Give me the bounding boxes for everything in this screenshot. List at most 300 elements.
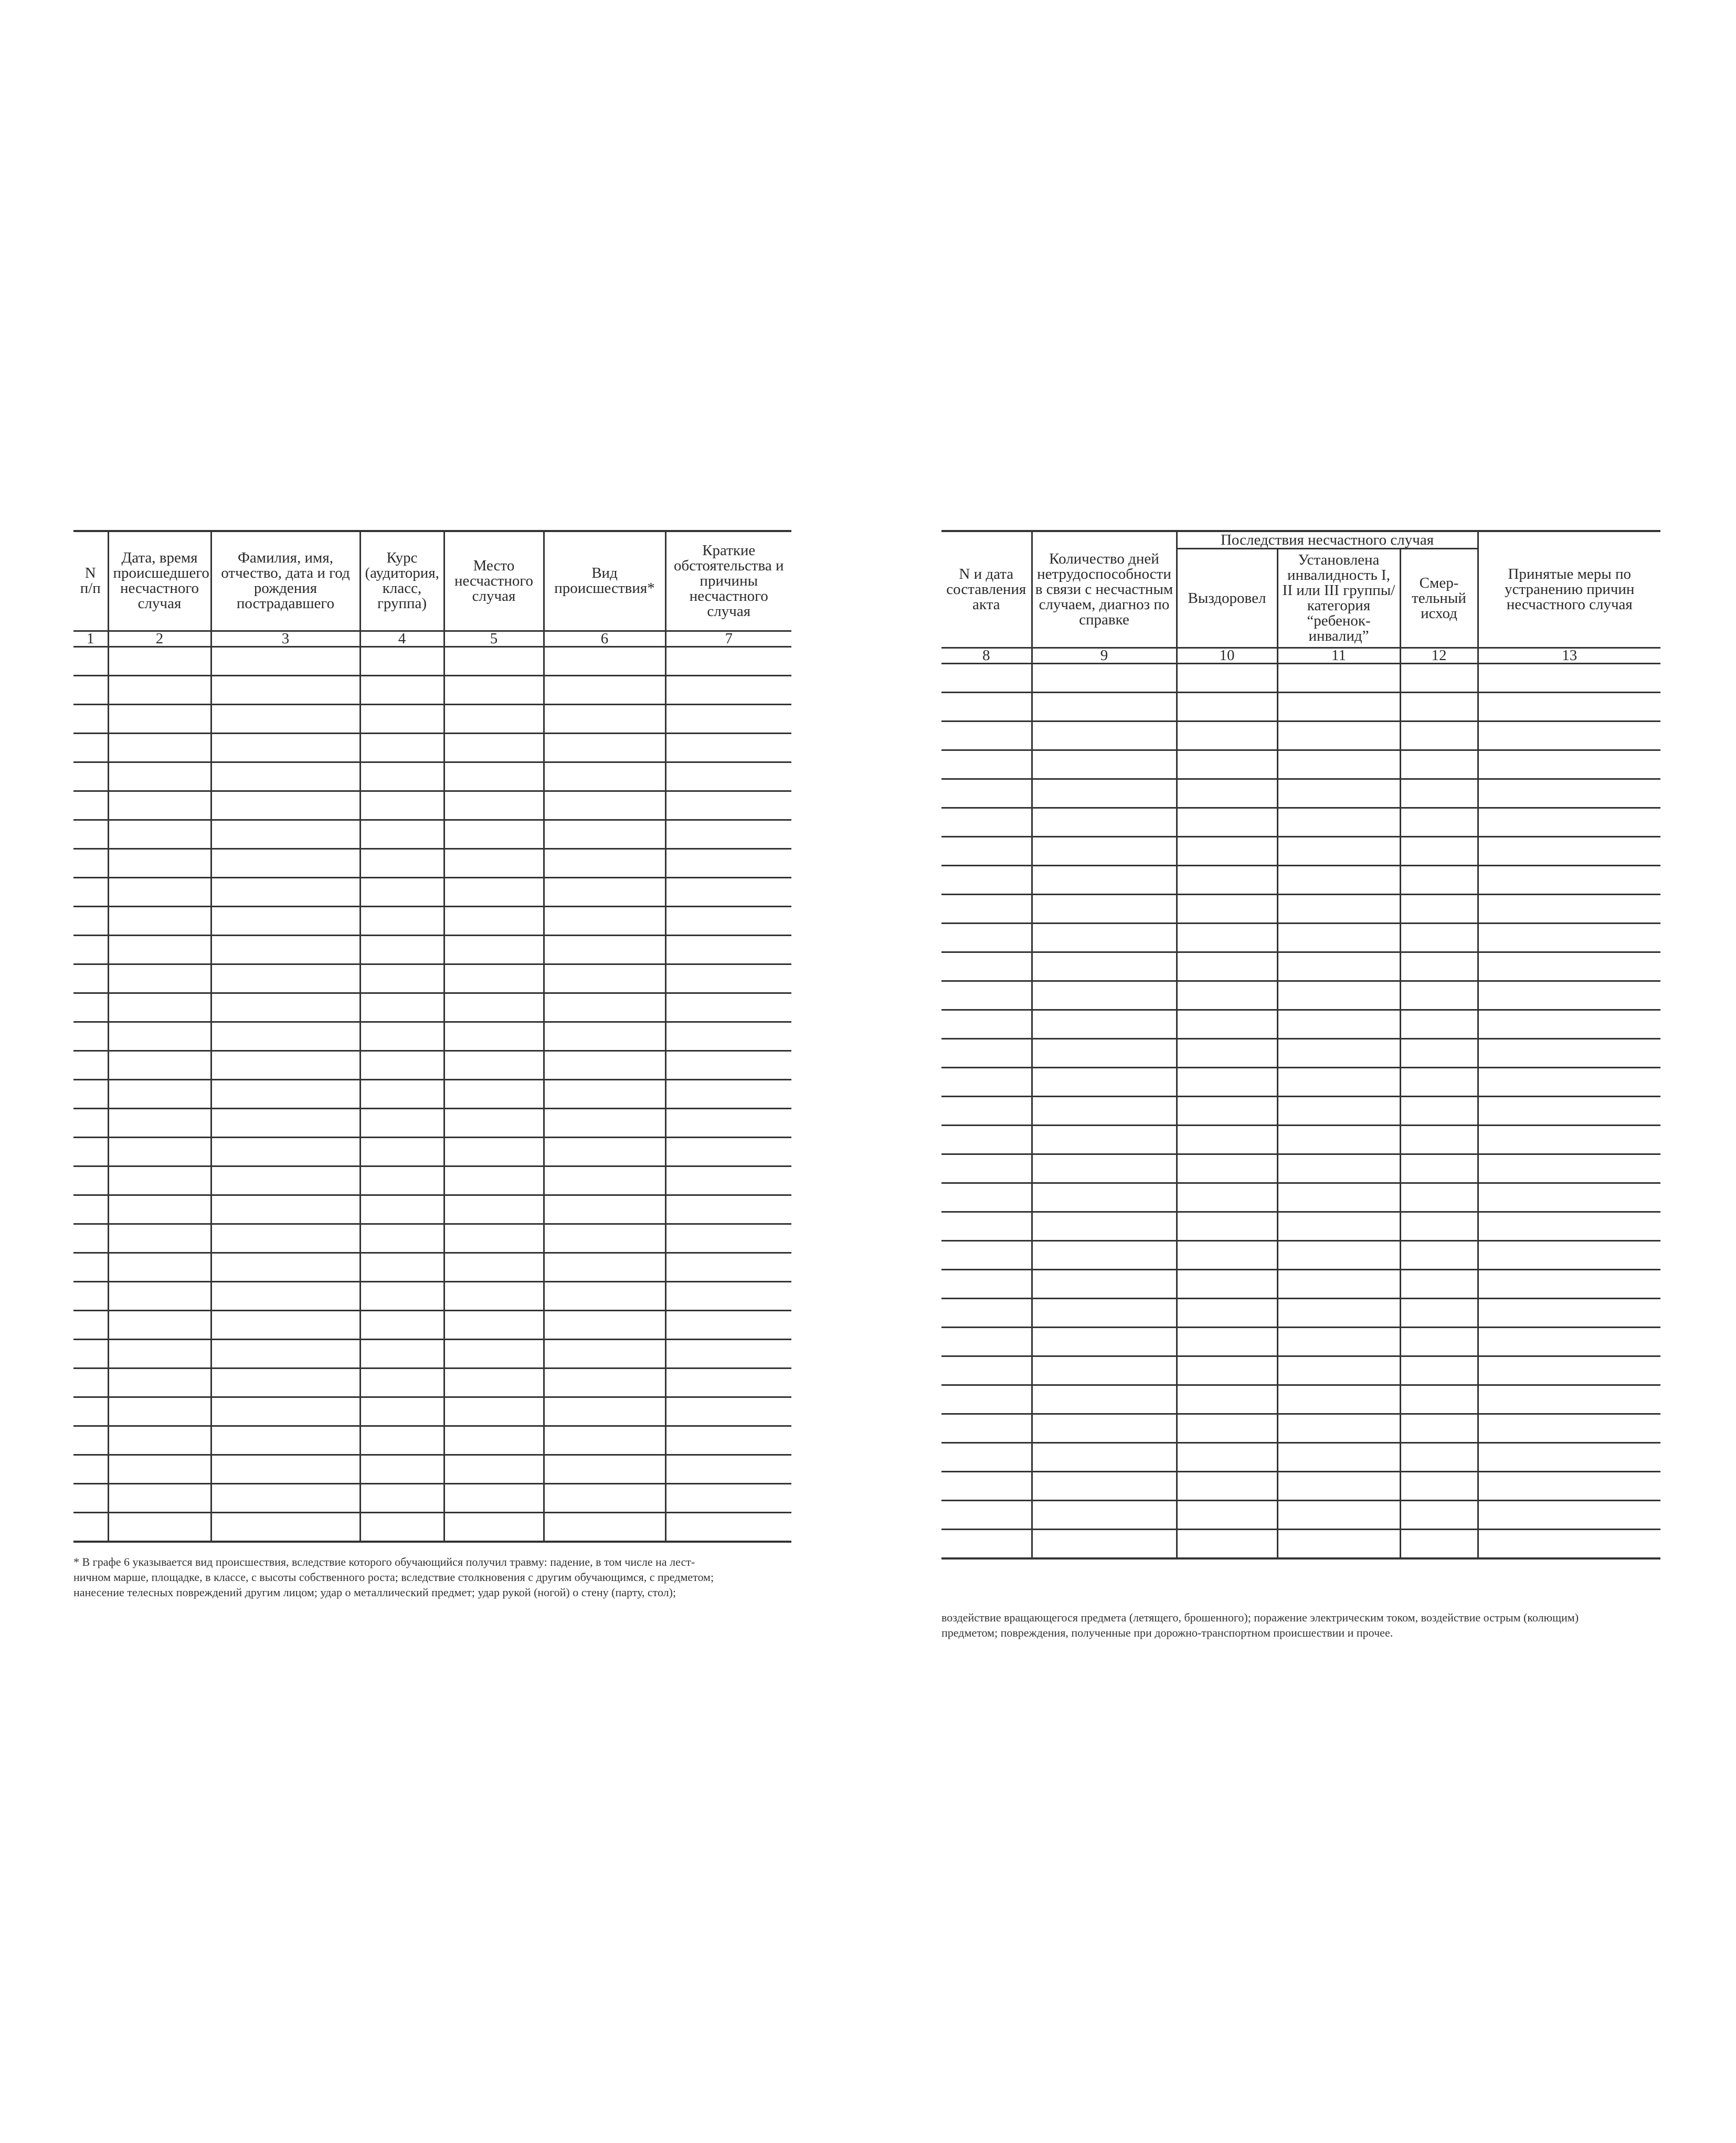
table-cell[interactable] — [73, 1224, 108, 1253]
table-cell[interactable] — [941, 1443, 1032, 1472]
table-cell[interactable] — [1400, 1241, 1478, 1270]
table-cell[interactable] — [73, 964, 108, 993]
table-cell[interactable] — [360, 1339, 444, 1368]
table-cell[interactable] — [1478, 952, 1660, 981]
table-cell[interactable] — [108, 993, 211, 1022]
table-cell[interactable] — [544, 1310, 665, 1339]
table-cell[interactable] — [1478, 1299, 1660, 1328]
table-cell[interactable] — [444, 1455, 544, 1483]
table-cell[interactable] — [1177, 808, 1277, 837]
table-cell[interactable] — [1277, 895, 1400, 924]
table-cell[interactable] — [73, 675, 108, 704]
table-cell[interactable] — [444, 1022, 544, 1051]
table-cell[interactable] — [941, 1183, 1032, 1212]
table-cell[interactable] — [1032, 1183, 1177, 1212]
table-cell[interactable] — [444, 1426, 544, 1455]
table-cell[interactable] — [1177, 952, 1277, 981]
table-cell[interactable] — [544, 675, 665, 704]
table-cell[interactable] — [1032, 722, 1177, 750]
table-cell[interactable] — [211, 1051, 360, 1079]
table-cell[interactable] — [1478, 750, 1660, 779]
table-cell[interactable] — [1478, 1385, 1660, 1414]
table-cell[interactable] — [665, 675, 791, 704]
table-cell[interactable] — [360, 1079, 444, 1108]
table-cell[interactable] — [1177, 1328, 1277, 1356]
table-cell[interactable] — [108, 704, 211, 733]
table-cell[interactable] — [941, 1385, 1032, 1414]
table-cell[interactable] — [211, 1426, 360, 1455]
table-cell[interactable] — [1400, 1443, 1478, 1472]
table-cell[interactable] — [360, 1195, 444, 1224]
table-cell[interactable] — [665, 791, 791, 820]
table-cell[interactable] — [108, 1195, 211, 1224]
table-cell[interactable] — [1032, 1414, 1177, 1443]
table-cell[interactable] — [108, 1483, 211, 1512]
table-cell[interactable] — [1277, 722, 1400, 750]
table-cell[interactable] — [1400, 750, 1478, 779]
table-cell[interactable] — [444, 675, 544, 704]
table-cell[interactable] — [544, 1108, 665, 1137]
table-cell[interactable] — [941, 1472, 1032, 1501]
table-cell[interactable] — [1177, 722, 1277, 750]
table-cell[interactable] — [1400, 1530, 1478, 1559]
table-cell[interactable] — [941, 1328, 1032, 1356]
table-cell[interactable] — [108, 1108, 211, 1137]
table-cell[interactable] — [444, 1224, 544, 1253]
table-cell[interactable] — [1177, 664, 1277, 693]
table-cell[interactable] — [1400, 664, 1478, 693]
table-cell[interactable] — [1478, 1241, 1660, 1270]
table-cell[interactable] — [665, 993, 791, 1022]
table-cell[interactable] — [73, 935, 108, 964]
table-cell[interactable] — [444, 1339, 544, 1368]
table-cell[interactable] — [211, 1108, 360, 1137]
table-cell[interactable] — [1032, 1385, 1177, 1414]
table-cell[interactable] — [444, 733, 544, 762]
table-cell[interactable] — [360, 762, 444, 791]
table-cell[interactable] — [1032, 664, 1177, 693]
table-cell[interactable] — [1277, 866, 1400, 895]
table-cell[interactable] — [665, 935, 791, 964]
table-cell[interactable] — [360, 1108, 444, 1137]
table-cell[interactable] — [1400, 1472, 1478, 1501]
table-cell[interactable] — [544, 1455, 665, 1483]
table-cell[interactable] — [108, 1224, 211, 1253]
table-cell[interactable] — [108, 762, 211, 791]
table-cell[interactable] — [1478, 1530, 1660, 1559]
table-cell[interactable] — [1400, 1154, 1478, 1183]
table-cell[interactable] — [444, 1166, 544, 1195]
table-cell[interactable] — [73, 1368, 108, 1397]
table-cell[interactable] — [1177, 1212, 1277, 1241]
table-cell[interactable] — [1277, 1126, 1400, 1154]
table-cell[interactable] — [444, 820, 544, 848]
table-cell[interactable] — [211, 935, 360, 964]
table-cell[interactable] — [1177, 1068, 1277, 1097]
table-cell[interactable] — [1277, 1010, 1400, 1039]
table-cell[interactable] — [1478, 924, 1660, 952]
table-cell[interactable] — [1032, 693, 1177, 722]
table-cell[interactable] — [1400, 1183, 1478, 1212]
table-cell[interactable] — [360, 1224, 444, 1253]
table-cell[interactable] — [73, 993, 108, 1022]
table-cell[interactable] — [211, 877, 360, 906]
table-cell[interactable] — [544, 1022, 665, 1051]
table-cell[interactable] — [1032, 952, 1177, 981]
table-cell[interactable] — [1277, 1385, 1400, 1414]
table-cell[interactable] — [1277, 1154, 1400, 1183]
table-cell[interactable] — [544, 1397, 665, 1426]
table-cell[interactable] — [211, 1281, 360, 1310]
table-cell[interactable] — [665, 762, 791, 791]
table-cell[interactable] — [544, 704, 665, 733]
table-cell[interactable] — [360, 935, 444, 964]
table-cell[interactable] — [941, 1501, 1032, 1530]
table-cell[interactable] — [444, 993, 544, 1022]
table-cell[interactable] — [544, 1051, 665, 1079]
table-cell[interactable] — [1478, 1010, 1660, 1039]
table-cell[interactable] — [665, 848, 791, 877]
table-cell[interactable] — [1177, 750, 1277, 779]
table-cell[interactable] — [444, 762, 544, 791]
table-cell[interactable] — [665, 1224, 791, 1253]
table-cell[interactable] — [108, 1368, 211, 1397]
table-cell[interactable] — [1277, 1068, 1400, 1097]
table-cell[interactable] — [941, 924, 1032, 952]
table-cell[interactable] — [665, 1022, 791, 1051]
table-cell[interactable] — [211, 1483, 360, 1512]
table-cell[interactable] — [73, 1108, 108, 1137]
table-cell[interactable] — [73, 1022, 108, 1051]
table-cell[interactable] — [941, 866, 1032, 895]
table-cell[interactable] — [1177, 837, 1277, 866]
table-cell[interactable] — [941, 837, 1032, 866]
table-cell[interactable] — [544, 762, 665, 791]
table-cell[interactable] — [211, 906, 360, 935]
table-cell[interactable] — [665, 1137, 791, 1166]
table-cell[interactable] — [1478, 1097, 1660, 1126]
table-cell[interactable] — [1478, 1414, 1660, 1443]
table-cell[interactable] — [1032, 1299, 1177, 1328]
table-cell[interactable] — [1277, 1443, 1400, 1472]
table-cell[interactable] — [665, 1397, 791, 1426]
table-cell[interactable] — [360, 1368, 444, 1397]
table-cell[interactable] — [444, 1108, 544, 1137]
table-cell[interactable] — [360, 1137, 444, 1166]
table-cell[interactable] — [108, 906, 211, 935]
table-cell[interactable] — [1032, 1068, 1177, 1097]
table-cell[interactable] — [73, 646, 108, 675]
table-cell[interactable] — [211, 646, 360, 675]
table-cell[interactable] — [665, 1512, 791, 1542]
table-cell[interactable] — [665, 1079, 791, 1108]
table-cell[interactable] — [1400, 1039, 1478, 1068]
table-cell[interactable] — [444, 1512, 544, 1542]
table-cell[interactable] — [1177, 779, 1277, 808]
table-cell[interactable] — [444, 1079, 544, 1108]
table-cell[interactable] — [73, 1455, 108, 1483]
table-cell[interactable] — [444, 1195, 544, 1224]
table-cell[interactable] — [444, 1397, 544, 1426]
table-cell[interactable] — [1478, 1068, 1660, 1097]
table-cell[interactable] — [665, 1195, 791, 1224]
table-cell[interactable] — [211, 1137, 360, 1166]
table-cell[interactable] — [1032, 1212, 1177, 1241]
table-cell[interactable] — [108, 1022, 211, 1051]
table-cell[interactable] — [1400, 895, 1478, 924]
table-cell[interactable] — [941, 1126, 1032, 1154]
table-cell[interactable] — [1478, 866, 1660, 895]
table-cell[interactable] — [1400, 1385, 1478, 1414]
table-cell[interactable] — [108, 1051, 211, 1079]
table-cell[interactable] — [1478, 779, 1660, 808]
table-cell[interactable] — [544, 820, 665, 848]
table-cell[interactable] — [444, 1281, 544, 1310]
table-cell[interactable] — [108, 935, 211, 964]
table-cell[interactable] — [1032, 866, 1177, 895]
table-cell[interactable] — [108, 1310, 211, 1339]
table-cell[interactable] — [1400, 1010, 1478, 1039]
table-cell[interactable] — [1478, 895, 1660, 924]
table-cell[interactable] — [941, 1039, 1032, 1068]
table-cell[interactable] — [1478, 1126, 1660, 1154]
table-cell[interactable] — [941, 952, 1032, 981]
table-cell[interactable] — [211, 675, 360, 704]
table-cell[interactable] — [73, 1253, 108, 1281]
table-cell[interactable] — [1177, 1443, 1277, 1472]
table-cell[interactable] — [544, 1339, 665, 1368]
table-cell[interactable] — [73, 848, 108, 877]
table-cell[interactable] — [544, 1166, 665, 1195]
table-cell[interactable] — [1177, 924, 1277, 952]
table-cell[interactable] — [1400, 1126, 1478, 1154]
table-cell[interactable] — [1400, 952, 1478, 981]
table-cell[interactable] — [211, 791, 360, 820]
table-cell[interactable] — [1277, 1097, 1400, 1126]
table-cell[interactable] — [444, 704, 544, 733]
table-cell[interactable] — [73, 762, 108, 791]
table-cell[interactable] — [1400, 1068, 1478, 1097]
table-cell[interactable] — [1478, 1039, 1660, 1068]
table-cell[interactable] — [1277, 1501, 1400, 1530]
table-cell[interactable] — [360, 704, 444, 733]
table-cell[interactable] — [73, 1339, 108, 1368]
table-cell[interactable] — [1400, 779, 1478, 808]
table-cell[interactable] — [360, 877, 444, 906]
table-cell[interactable] — [544, 1281, 665, 1310]
table-cell[interactable] — [1400, 1356, 1478, 1385]
table-cell[interactable] — [1400, 1414, 1478, 1443]
table-cell[interactable] — [1277, 1183, 1400, 1212]
table-cell[interactable] — [211, 1253, 360, 1281]
table-cell[interactable] — [1478, 1472, 1660, 1501]
table-cell[interactable] — [665, 1368, 791, 1397]
table-cell[interactable] — [444, 964, 544, 993]
table-cell[interactable] — [360, 1253, 444, 1281]
table-cell[interactable] — [1400, 1328, 1478, 1356]
table-cell[interactable] — [1177, 1299, 1277, 1328]
table-cell[interactable] — [444, 646, 544, 675]
table-cell[interactable] — [665, 1455, 791, 1483]
table-cell[interactable] — [211, 1224, 360, 1253]
table-cell[interactable] — [444, 935, 544, 964]
table-cell[interactable] — [1400, 1299, 1478, 1328]
table-cell[interactable] — [941, 1068, 1032, 1097]
table-cell[interactable] — [1400, 981, 1478, 1010]
table-cell[interactable] — [1277, 808, 1400, 837]
table-cell[interactable] — [211, 1397, 360, 1426]
table-cell[interactable] — [1032, 1154, 1177, 1183]
table-cell[interactable] — [108, 1512, 211, 1542]
table-cell[interactable] — [1177, 1154, 1277, 1183]
table-cell[interactable] — [108, 646, 211, 675]
table-cell[interactable] — [1400, 1501, 1478, 1530]
table-cell[interactable] — [73, 877, 108, 906]
table-cell[interactable] — [665, 733, 791, 762]
table-cell[interactable] — [1277, 952, 1400, 981]
table-cell[interactable] — [1032, 750, 1177, 779]
table-cell[interactable] — [544, 906, 665, 935]
table-cell[interactable] — [211, 993, 360, 1022]
table-cell[interactable] — [1478, 1356, 1660, 1385]
table-cell[interactable] — [1032, 1126, 1177, 1154]
table-cell[interactable] — [73, 1166, 108, 1195]
table-cell[interactable] — [360, 733, 444, 762]
table-cell[interactable] — [1032, 895, 1177, 924]
table-cell[interactable] — [444, 877, 544, 906]
table-cell[interactable] — [73, 1079, 108, 1108]
table-cell[interactable] — [1177, 981, 1277, 1010]
table-cell[interactable] — [941, 1270, 1032, 1299]
table-cell[interactable] — [1277, 1328, 1400, 1356]
table-cell[interactable] — [108, 1281, 211, 1310]
table-cell[interactable] — [665, 1483, 791, 1512]
table-cell[interactable] — [544, 1137, 665, 1166]
table-cell[interactable] — [1400, 1270, 1478, 1299]
table-cell[interactable] — [444, 1310, 544, 1339]
table-cell[interactable] — [360, 1051, 444, 1079]
table-cell[interactable] — [360, 964, 444, 993]
table-cell[interactable] — [1032, 1241, 1177, 1270]
table-cell[interactable] — [1277, 750, 1400, 779]
table-cell[interactable] — [1032, 779, 1177, 808]
table-cell[interactable] — [1032, 1356, 1177, 1385]
table-cell[interactable] — [108, 1166, 211, 1195]
table-cell[interactable] — [1277, 1299, 1400, 1328]
table-cell[interactable] — [360, 1022, 444, 1051]
table-cell[interactable] — [1478, 1154, 1660, 1183]
table-cell[interactable] — [1032, 1328, 1177, 1356]
table-cell[interactable] — [665, 877, 791, 906]
table-cell[interactable] — [941, 808, 1032, 837]
table-cell[interactable] — [360, 820, 444, 848]
table-cell[interactable] — [1032, 924, 1177, 952]
table-cell[interactable] — [1478, 664, 1660, 693]
table-cell[interactable] — [665, 704, 791, 733]
table-cell[interactable] — [360, 791, 444, 820]
table-cell[interactable] — [665, 646, 791, 675]
table-cell[interactable] — [1177, 1501, 1277, 1530]
table-cell[interactable] — [73, 1195, 108, 1224]
table-cell[interactable] — [444, 848, 544, 877]
table-cell[interactable] — [1177, 1126, 1277, 1154]
table-cell[interactable] — [1177, 1414, 1277, 1443]
table-cell[interactable] — [941, 722, 1032, 750]
table-cell[interactable] — [941, 779, 1032, 808]
table-cell[interactable] — [108, 1079, 211, 1108]
table-cell[interactable] — [1400, 837, 1478, 866]
table-cell[interactable] — [665, 964, 791, 993]
table-cell[interactable] — [211, 820, 360, 848]
table-cell[interactable] — [1277, 1039, 1400, 1068]
table-cell[interactable] — [941, 1414, 1032, 1443]
table-cell[interactable] — [1177, 1097, 1277, 1126]
table-cell[interactable] — [444, 1051, 544, 1079]
table-cell[interactable] — [444, 1368, 544, 1397]
table-cell[interactable] — [941, 750, 1032, 779]
table-cell[interactable] — [360, 1166, 444, 1195]
table-cell[interactable] — [1478, 1501, 1660, 1530]
table-cell[interactable] — [665, 1339, 791, 1368]
table-cell[interactable] — [211, 1079, 360, 1108]
table-cell[interactable] — [544, 993, 665, 1022]
table-cell[interactable] — [1177, 1530, 1277, 1559]
table-cell[interactable] — [941, 1530, 1032, 1559]
table-cell[interactable] — [1177, 1472, 1277, 1501]
table-cell[interactable] — [211, 762, 360, 791]
table-cell[interactable] — [1177, 693, 1277, 722]
table-cell[interactable] — [1032, 1472, 1177, 1501]
table-cell[interactable] — [360, 1310, 444, 1339]
table-cell[interactable] — [544, 877, 665, 906]
table-cell[interactable] — [1032, 1039, 1177, 1068]
table-cell[interactable] — [544, 964, 665, 993]
table-cell[interactable] — [1032, 1010, 1177, 1039]
table-cell[interactable] — [211, 1195, 360, 1224]
table-cell[interactable] — [665, 1051, 791, 1079]
table-cell[interactable] — [108, 1397, 211, 1426]
table-cell[interactable] — [108, 675, 211, 704]
table-cell[interactable] — [73, 791, 108, 820]
table-cell[interactable] — [1177, 1385, 1277, 1414]
table-cell[interactable] — [1032, 1501, 1177, 1530]
table-cell[interactable] — [211, 1339, 360, 1368]
table-cell[interactable] — [1177, 895, 1277, 924]
table-cell[interactable] — [1277, 779, 1400, 808]
table-cell[interactable] — [1478, 693, 1660, 722]
table-cell[interactable] — [1177, 1270, 1277, 1299]
table-cell[interactable] — [360, 993, 444, 1022]
table-cell[interactable] — [544, 1368, 665, 1397]
table-cell[interactable] — [73, 906, 108, 935]
table-cell[interactable] — [360, 1483, 444, 1512]
table-cell[interactable] — [360, 1426, 444, 1455]
table-cell[interactable] — [941, 664, 1032, 693]
table-cell[interactable] — [1478, 808, 1660, 837]
table-cell[interactable] — [544, 1195, 665, 1224]
table-cell[interactable] — [360, 1281, 444, 1310]
table-cell[interactable] — [665, 1166, 791, 1195]
table-cell[interactable] — [108, 791, 211, 820]
table-cell[interactable] — [1478, 1443, 1660, 1472]
table-cell[interactable] — [1032, 1270, 1177, 1299]
table-cell[interactable] — [360, 646, 444, 675]
table-cell[interactable] — [211, 733, 360, 762]
table-cell[interactable] — [1400, 693, 1478, 722]
table-cell[interactable] — [941, 693, 1032, 722]
table-cell[interactable] — [665, 906, 791, 935]
table-cell[interactable] — [1400, 722, 1478, 750]
